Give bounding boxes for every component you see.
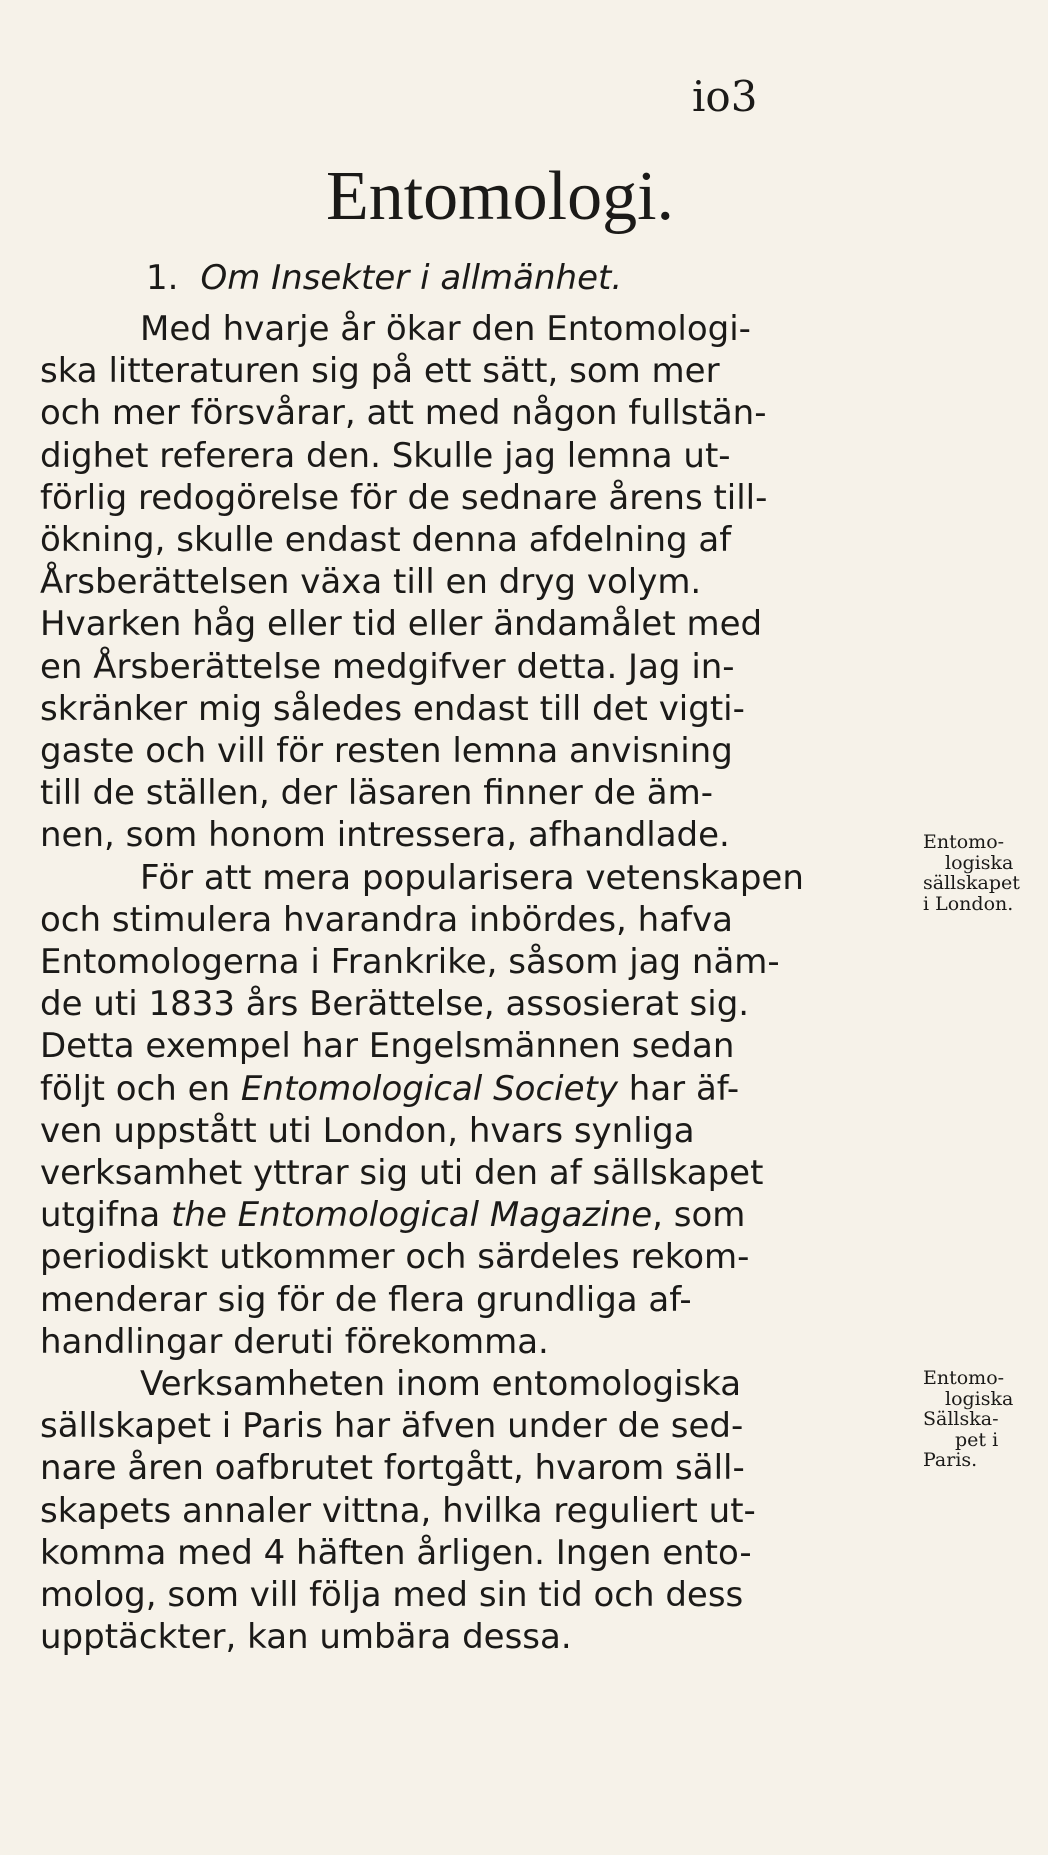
margin-note-line: logiska	[945, 1387, 1014, 1410]
section-heading	[146, 258, 622, 298]
text-line-content: följt och en	[40, 1068, 231, 1109]
text-line-content: Hvarken håg eller tid eller ändamålet med	[40, 604, 763, 645]
text-line	[40, 773, 714, 814]
text-line-content: handlingar deruti förekomma.	[40, 1321, 549, 1362]
text-line-content: sällskapet i Paris har äfven under de sed-	[40, 1406, 744, 1447]
text-line	[40, 1195, 746, 1236]
section-title: Om Insekter i allmänhet.	[200, 258, 623, 298]
text-line-content: ökning, skulle endast denna afdelning af	[40, 520, 732, 560]
text-line	[40, 1110, 695, 1151]
text-line	[40, 899, 733, 940]
text-line-content: För att mera popularisera vetenskapen	[140, 857, 804, 898]
margin-note-london	[923, 832, 1020, 914]
text-line	[40, 1026, 735, 1067]
text-line-content: förlig redogörelse för de sednare årens till-	[40, 477, 768, 518]
text-line	[40, 1532, 752, 1573]
text-line	[40, 562, 702, 603]
text-line-content: skränker mig således endast till det vigti-	[40, 688, 745, 729]
text-line-content: ven uppstått uti London, hvars synliga	[40, 1110, 695, 1151]
text-line	[40, 1068, 740, 1109]
page-number: io3	[692, 72, 758, 121]
text-line	[140, 309, 751, 349]
text-line-content: nare åren oafbrutet fortgått, hvarom säll-	[40, 1448, 745, 1489]
text-line	[40, 1490, 756, 1531]
margin-note-line: logiska	[945, 851, 1014, 874]
margin-note-line: Entomo-	[923, 1367, 1005, 1389]
text-line-content: verksamhet yttrar sig uti den af sällskapet	[40, 1153, 764, 1193]
text-line	[40, 393, 767, 434]
text-line	[40, 1321, 549, 1362]
text-line-content: Verksamheten inom entomologiska	[140, 1364, 742, 1404]
text-line	[40, 351, 720, 392]
text-line-content: menderar sig för de flera grundliga af-	[40, 1279, 692, 1320]
margin-note-line: sällskapet	[923, 872, 1020, 895]
text-line-content: Med hvarje år ökar den Entomologi-	[140, 309, 751, 349]
text-line	[40, 477, 768, 518]
text-line-content: periodiskt utkommer och särdeles rekom-	[40, 1237, 750, 1278]
text-line-content: skapets annaler vittna, hvilka reguliert ut-	[40, 1490, 756, 1531]
text-line-content: upptäckter, kan umbära dessa.	[40, 1617, 572, 1658]
text-line	[40, 1153, 764, 1193]
text-line	[40, 1237, 750, 1278]
margin-note-line: Paris.	[923, 1449, 978, 1472]
text-line-tail: har äf-	[617, 1068, 740, 1109]
text-line-content: och mer försvårar, att med någon fullstän-	[40, 393, 767, 434]
text-line-content: Entomologerna i Frankrike, såsom jag näm-	[40, 942, 780, 982]
text-line	[40, 1406, 744, 1447]
page-heading: Entomologi.	[325, 158, 675, 235]
text-line	[40, 984, 750, 1025]
margin-note-line: Entomo-	[923, 831, 1005, 853]
section-number: 1.	[146, 258, 179, 298]
text-line-content: dighet referera den. Skulle jag lemna ut-	[40, 435, 731, 476]
margin-note-paris	[923, 1368, 1013, 1471]
text-line-content: Årsberättelsen växa till en dryg volym.	[40, 562, 702, 603]
text-line	[40, 435, 731, 476]
text-line-content: de uti 1833 års Berättelse, assosierat sig.	[40, 984, 750, 1025]
text-line	[40, 646, 735, 687]
italic-title: the Entomological Magazine	[160, 1195, 653, 1236]
margin-note-line: i London.	[923, 892, 1014, 915]
text-line-content: utgifna	[40, 1195, 161, 1236]
text-line	[40, 815, 730, 856]
text-line	[40, 1448, 745, 1489]
text-line	[40, 688, 745, 729]
text-line	[40, 942, 780, 982]
margin-note-line: pet i	[955, 1428, 999, 1451]
italic-title: Entomological Society	[230, 1068, 618, 1109]
text-line	[40, 1617, 572, 1658]
text-line	[40, 1279, 692, 1320]
text-line-content: molog, som vill följa med sin tid och dess	[40, 1575, 744, 1615]
text-line	[40, 604, 763, 645]
margin-note-line: Sällska-	[923, 1408, 999, 1431]
text-line-content: komma med 4 häften årligen. Ingen ento-	[40, 1532, 752, 1573]
text-line	[140, 1364, 742, 1404]
text-line	[40, 731, 733, 771]
text-line-content: Detta exempel har Engelsmännen sedan	[40, 1026, 735, 1067]
text-line-content: gaste och vill för resten lemna anvisning	[40, 731, 733, 771]
text-line-content: till de ställen, der läsaren finner de äm-	[40, 773, 714, 814]
text-line-content: och stimulera hvarandra inbördes, hafva	[40, 899, 733, 940]
text-line-content: en Årsberättelse medgifver detta. Jag in-	[40, 646, 735, 687]
text-line-content: nen, som honom intressera, afhandlade.	[40, 815, 730, 856]
text-line	[40, 520, 732, 560]
text-line-content: ska litteraturen sig på ett sätt, som mer	[40, 351, 720, 392]
text-line-tail: , som	[652, 1195, 746, 1236]
text-line	[140, 857, 804, 898]
text-line	[40, 1575, 744, 1615]
